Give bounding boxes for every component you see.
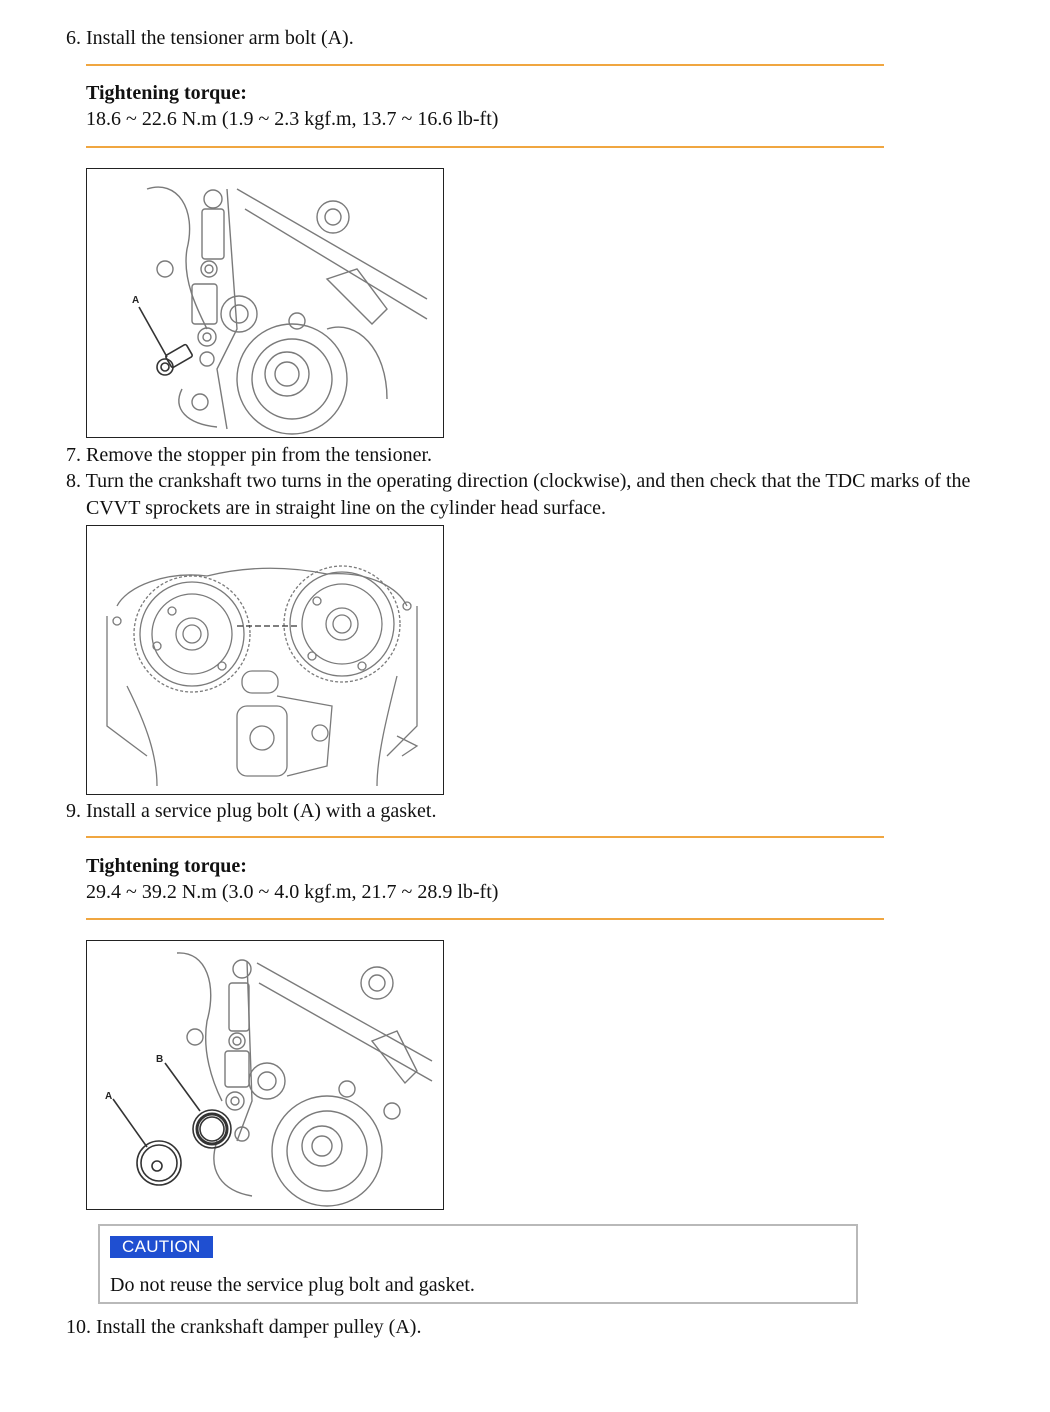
torque-value-2: 29.4 ~ 39.2 N.m (3.0 ~ 4.0 kgf.m, 21.7 ~ 28.9 lb-ft) <box>86 881 499 903</box>
step-8-line-2: CVVT sprockets are in straight line on the cylinder head surface. <box>86 497 607 519</box>
step-7: 7. Remove the stopper pin from the tensioner. <box>66 444 433 466</box>
torque-label-2: Tightening torque: <box>86 855 247 877</box>
figure-tensioner-arm-bolt <box>86 168 444 438</box>
step-8-line-1: 8. Turn the crankshaft two turns in the operating direction (clockwise), and then check that the TDC marks of the <box>66 470 971 492</box>
torque-label: Tightening torque: <box>86 82 247 104</box>
sprocket-illustration <box>87 526 443 794</box>
torque-value: 18.6 ~ 22.6 N.m (1.9 ~ 2.3 kgf.m, 13.7 ~ 16.6 lb-ft) <box>86 108 499 130</box>
service-plug-illustration <box>87 941 443 1209</box>
callout-b: B <box>156 1054 164 1065</box>
torque-rule-bottom <box>86 146 884 148</box>
callout-a: A <box>132 295 140 306</box>
step-6: 6. Install the tensioner arm bolt (A). <box>66 27 354 49</box>
caution-text: Do not reuse the service plug bolt and gasket. <box>110 1274 475 1296</box>
tensioner-illustration <box>87 169 443 437</box>
torque-rule-top <box>86 64 884 66</box>
step-9: 9. Install a service plug bolt (A) with a gasket. <box>66 800 437 822</box>
step-10: 10. Install the crankshaft damper pulley (A). <box>66 1316 422 1338</box>
caution-box <box>98 1224 858 1304</box>
callout-a: A <box>105 1091 113 1102</box>
figure-cvvt-sprockets <box>86 525 444 795</box>
torque-rule-top-2 <box>86 836 884 838</box>
caution-badge: CAUTION <box>110 1236 213 1258</box>
torque-rule-bottom-2 <box>86 918 884 920</box>
figure-service-plug-bolt <box>86 940 444 1210</box>
